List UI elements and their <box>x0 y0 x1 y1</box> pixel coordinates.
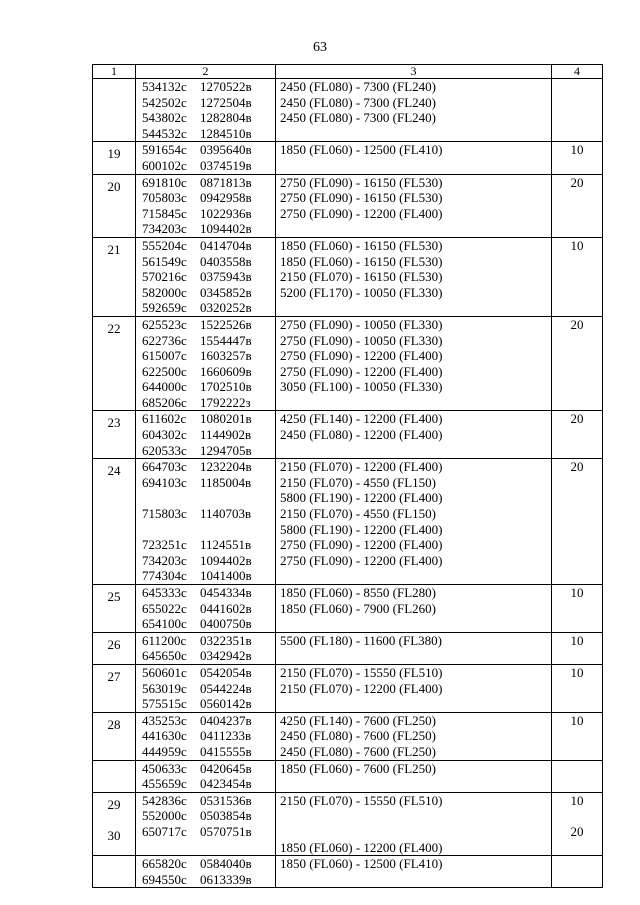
level-line: 2750 (FL090) - 12200 (FL400) <box>280 205 443 221</box>
level-line: 2150 (FL070) - 4550 (FL150) <box>280 474 436 490</box>
coordinate-line <box>142 761 275 777</box>
latitude: 555204c <box>142 237 187 253</box>
longitude: 1270522в <box>200 79 252 94</box>
latitude: 715845c <box>142 205 187 221</box>
longitude: 0441602в <box>200 600 252 616</box>
level-line: 1850 (FL060) - 7900 (FL260) <box>280 600 436 616</box>
coordinates-cell <box>136 237 276 316</box>
level-line: 5800 (FL190) - 12200 (FL400) <box>280 490 443 506</box>
levels-cell <box>276 664 552 712</box>
level-line <box>280 808 551 824</box>
coordinate-line <box>142 793 275 809</box>
longitude: 0544224в <box>200 680 252 696</box>
longitude: 0560142в <box>200 696 252 712</box>
latitude: 664703c <box>142 459 187 475</box>
row-number: 29 30 <box>93 792 136 855</box>
coordinate-line <box>142 856 275 872</box>
longitude: 0570751в <box>200 823 252 839</box>
level-line: 2150 (FL070) - 16150 (FL530) <box>280 269 443 285</box>
width-value <box>552 856 603 888</box>
row-number: 19 <box>93 142 136 174</box>
longitude: 0403558в <box>200 253 252 269</box>
table-row <box>93 585 603 633</box>
longitude: 1294705в <box>200 442 252 458</box>
longitude: 1702510в <box>200 379 252 395</box>
width-value: 20 <box>552 459 603 585</box>
coordinates-cell <box>136 142 276 174</box>
latitude: 444959c <box>142 743 187 759</box>
latitude: 542836c <box>142 792 187 808</box>
coordinates-cell <box>136 316 276 411</box>
latitude: 644000c <box>142 379 187 395</box>
width-value: 10 <box>552 712 603 760</box>
coordinate-line <box>142 633 275 649</box>
latitude: 561549c <box>142 253 187 269</box>
latitude: 774304c <box>142 568 187 584</box>
coordinate-line <box>142 506 275 522</box>
latitude: 604302c <box>142 427 187 443</box>
latitude: 552000c <box>142 808 187 824</box>
level-line: 2150 (FL070) - 15550 (FL510) <box>280 664 443 680</box>
level-line: 2450 (FL080) - 7300 (FL240) <box>280 110 436 126</box>
coordinates-cell <box>136 664 276 712</box>
latitude: 685206c <box>142 394 187 410</box>
coordinate-line <box>142 175 275 191</box>
levels-cell <box>276 79 552 142</box>
row-number: 27 <box>93 664 136 712</box>
longitude: 0320252в <box>200 300 252 316</box>
latitude: 734203c <box>142 221 187 237</box>
coordinates-cell <box>136 459 276 585</box>
levels-cell <box>276 316 552 411</box>
coordinates-cell <box>136 174 276 237</box>
table-row <box>93 316 603 411</box>
width-value: 10 <box>552 142 603 174</box>
longitude: 1554447в <box>200 332 252 348</box>
latitude: 650717c <box>142 823 187 839</box>
coordinate-line <box>142 824 275 840</box>
coordinate-line <box>142 190 275 206</box>
width-value: 10 <box>552 664 603 712</box>
row-number: 26 <box>93 632 136 664</box>
latitude: 542502c <box>142 94 187 110</box>
coordinate-line <box>142 522 275 538</box>
coordinate-line <box>142 872 275 888</box>
level-line: 1850 (FL060) - 12500 (FL410) <box>280 142 443 158</box>
coordinate-line <box>142 348 275 364</box>
width-value <box>552 79 603 142</box>
table-row <box>93 856 603 888</box>
longitude: 0375943в <box>200 269 252 285</box>
row-number: 20 <box>93 174 136 237</box>
coordinate-line <box>142 475 275 491</box>
coordinate-line <box>142 333 275 349</box>
row-number: 22 <box>93 316 136 411</box>
levels-cell <box>276 760 552 792</box>
latitude: 705803c <box>142 190 187 206</box>
latitude: 645333c <box>142 585 187 600</box>
width-value <box>552 760 603 792</box>
coordinate-line <box>142 285 275 301</box>
coordinate-line <box>142 300 275 316</box>
row-number: 23 <box>93 411 136 459</box>
latitude: 575515c <box>142 696 187 712</box>
width-value: 10 <box>552 237 603 316</box>
longitude: 0414704в <box>200 237 252 253</box>
latitude: 645650c <box>142 648 187 664</box>
table-row <box>93 792 603 855</box>
longitude: 1080201в <box>200 411 252 427</box>
table-row <box>93 237 603 316</box>
coordinates-cell <box>136 632 276 664</box>
latitude: 691810c <box>142 174 187 190</box>
levels-cell <box>276 142 552 174</box>
level-line: 2450 (FL080) - 7300 (FL240) <box>280 79 436 94</box>
longitude: 0503854в <box>200 808 252 824</box>
header-col-3: 3 <box>276 65 552 79</box>
coordinate-line <box>142 221 275 237</box>
coordinates-cell <box>136 712 276 760</box>
row-number <box>93 856 136 888</box>
coordinate-line <box>142 364 275 380</box>
level-line: 2150 (FL070) - 12200 (FL400) <box>280 680 443 696</box>
level-line: 2750 (FL090) - 16150 (FL530) <box>280 190 443 206</box>
coordinates-cell <box>136 79 276 142</box>
level-line: 3050 (FL100) - 10050 (FL330) <box>280 379 443 395</box>
level-line: 2750 (FL090) - 12200 (FL400) <box>280 363 443 379</box>
coordinate-line <box>142 808 275 824</box>
latitude: 591654c <box>142 142 187 158</box>
header-col-2: 2 <box>136 65 276 79</box>
row-number: 25 <box>93 585 136 633</box>
level-line: 2750 (FL090) - 12200 (FL400) <box>280 552 443 568</box>
latitude: 715803c <box>142 506 187 522</box>
levels-cell <box>276 632 552 664</box>
coordinate-line <box>142 238 275 254</box>
coordinate-line <box>142 776 275 792</box>
coordinate-line <box>142 126 275 142</box>
longitude: 1522526в <box>200 316 252 332</box>
width-value: 20 <box>552 411 603 459</box>
coordinate-line <box>142 395 275 411</box>
coordinate-line <box>142 601 275 617</box>
level-line: 2150 (FL070) - 4550 (FL150) <box>280 506 436 522</box>
level-line: 4250 (FL140) - 12200 (FL400) <box>280 411 443 427</box>
level-line: 4250 (FL140) - 7600 (FL250) <box>280 712 436 728</box>
latitude: 450633c <box>142 760 187 776</box>
level-line: 2450 (FL080) - 7600 (FL250) <box>280 728 436 744</box>
longitude: 1094402в <box>200 552 252 568</box>
latitude: 543802c <box>142 110 187 126</box>
level-line <box>280 824 551 840</box>
row-number <box>93 760 136 792</box>
level-line: 1850 (FL060) - 16150 (FL530) <box>280 237 443 253</box>
latitude: 620533c <box>142 442 187 458</box>
level-line: 2750 (FL090) - 10050 (FL330) <box>280 316 443 332</box>
level-line: 5200 (FL170) - 10050 (FL330) <box>280 284 443 300</box>
header-row <box>93 65 603 79</box>
coordinate-line <box>142 254 275 270</box>
longitude: 0531536в <box>200 792 252 808</box>
coordinate-line <box>142 648 275 664</box>
airspace-table <box>92 64 603 888</box>
table-row <box>93 712 603 760</box>
longitude: 0613339в <box>200 871 252 887</box>
coordinate-line <box>142 490 275 506</box>
coordinate-line <box>142 79 275 95</box>
width-value: 10 <box>552 585 603 633</box>
level-line: 1850 (FL060) - 7600 (FL250) <box>280 760 436 776</box>
longitude: 1041400в <box>200 568 252 584</box>
coordinate-line <box>142 443 275 459</box>
coordinate-line <box>142 317 275 333</box>
levels-cell <box>276 459 552 585</box>
level-line: 2150 (FL070) - 12200 (FL400) <box>280 459 443 475</box>
coordinate-line <box>142 411 275 427</box>
longitude: 1282804в <box>200 110 252 126</box>
row-number: 21 <box>93 237 136 316</box>
longitude: 1272504в <box>200 94 252 110</box>
latitude: 723251c <box>142 537 187 553</box>
latitude: 563019c <box>142 680 187 696</box>
level-line: 2450 (FL080) - 7600 (FL250) <box>280 743 436 759</box>
longitude: 1094402в <box>200 221 252 237</box>
longitude: 1792222з <box>200 394 251 410</box>
coordinate-line <box>142 158 275 174</box>
coordinate-line <box>142 427 275 443</box>
longitude: 0404237в <box>200 712 252 728</box>
row-number: 28 <box>93 712 136 760</box>
level-line: 1850 (FL060) - 12200 (FL400) <box>280 839 443 855</box>
coordinate-line <box>142 744 275 760</box>
table-row <box>93 79 603 142</box>
levels-cell <box>276 411 552 459</box>
level-line: 2750 (FL090) - 12200 (FL400) <box>280 348 443 364</box>
level-line: 2750 (FL090) - 16150 (FL530) <box>280 174 443 190</box>
latitude: 622736c <box>142 332 187 348</box>
latitude: 622500c <box>142 363 187 379</box>
longitude: 1022936в <box>200 205 252 221</box>
levels-cell <box>276 712 552 760</box>
coordinate-line <box>142 110 275 126</box>
longitude: 1660609в <box>200 363 252 379</box>
coordinate-line <box>142 585 275 601</box>
width-value: 10 <box>552 632 603 664</box>
latitude: 544532c <box>142 125 187 141</box>
coordinates-cell <box>136 585 276 633</box>
longitude: 0871813в <box>200 174 252 190</box>
coordinates-cell <box>136 411 276 459</box>
longitude: 1144902в <box>200 427 252 443</box>
longitude: 0420645в <box>200 760 252 776</box>
width-value: 20 <box>552 174 603 237</box>
coordinate-line <box>142 665 275 681</box>
latitude: 654100c <box>142 616 187 632</box>
latitude: 611602c <box>142 411 187 427</box>
longitude: 0942958в <box>200 190 252 206</box>
table-row <box>93 760 603 792</box>
coordinates-cell <box>136 760 276 792</box>
page-number: 63 <box>313 40 327 55</box>
longitude: 0411233в <box>200 728 252 744</box>
coordinate-line <box>142 269 275 285</box>
coordinate-line <box>142 713 275 729</box>
levels-cell <box>276 237 552 316</box>
longitude: 0322351в <box>200 632 252 648</box>
level-line: 1850 (FL060) - 16150 (FL530) <box>280 253 443 269</box>
row-number <box>93 79 136 142</box>
latitude: 665820c <box>142 856 187 872</box>
level-line: 2150 (FL070) - 15550 (FL510) <box>280 792 443 808</box>
longitude: 0400750в <box>200 616 252 632</box>
longitude: 1124551в <box>200 537 252 553</box>
level-line: 2750 (FL090) - 10050 (FL330) <box>280 332 443 348</box>
width-value: 20 <box>552 316 603 411</box>
levels-cell <box>276 792 552 855</box>
longitude: 0454334в <box>200 585 252 600</box>
levels-cell <box>276 856 552 888</box>
table-row <box>93 632 603 664</box>
latitude: 582000c <box>142 284 187 300</box>
longitude: 0542054в <box>200 664 252 680</box>
header-col-1: 1 <box>93 65 136 79</box>
levels-cell <box>276 174 552 237</box>
latitude: 592659c <box>142 300 187 316</box>
longitude: 0423454в <box>200 776 252 792</box>
latitude: 600102c <box>142 157 187 173</box>
level-line: 1850 (FL060) - 8550 (FL280) <box>280 585 436 600</box>
table-row <box>93 459 603 585</box>
longitude: 0342942в <box>200 648 252 664</box>
level-line: 5500 (FL180) - 11600 (FL380) <box>280 632 443 648</box>
latitude: 455659c <box>142 776 187 792</box>
level-line: 2450 (FL080) - 7300 (FL240) <box>280 94 436 110</box>
longitude: 0345852в <box>200 284 252 300</box>
latitude: 615007c <box>142 348 187 364</box>
table-row <box>93 174 603 237</box>
coordinates-cell <box>136 792 276 855</box>
coordinate-line <box>142 95 275 111</box>
width-value: 10 20 <box>552 792 603 855</box>
coordinates-cell <box>136 856 276 888</box>
latitude: 734203c <box>142 552 187 568</box>
coordinate-line <box>142 142 275 158</box>
latitude: 694103c <box>142 474 187 490</box>
latitude: 441630c <box>142 728 187 744</box>
latitude: 570216c <box>142 269 187 285</box>
latitude: 655022c <box>142 600 187 616</box>
coordinate-line <box>142 553 275 569</box>
longitude: 0374519в <box>200 157 252 173</box>
longitude: 1185004в <box>200 474 252 490</box>
coordinate-line <box>142 537 275 553</box>
longitude: 0584040в <box>200 856 252 872</box>
level-line: 5800 (FL190) - 12200 (FL400) <box>280 521 443 537</box>
table-row <box>93 142 603 174</box>
longitude: 1232204в <box>200 459 252 475</box>
coordinate-line <box>142 379 275 395</box>
coordinate-line <box>142 459 275 475</box>
level-line: 2750 (FL090) - 12200 (FL400) <box>280 537 443 553</box>
longitude: 1284510в <box>200 125 252 141</box>
longitude: 1140703в <box>200 506 252 522</box>
longitude: 1603257в <box>200 348 252 364</box>
table-row <box>93 411 603 459</box>
longitude: 0395640в <box>200 142 252 158</box>
coordinate-line <box>142 681 275 697</box>
levels-cell <box>276 585 552 633</box>
table-row <box>93 664 603 712</box>
coordinate-line <box>142 696 275 712</box>
coordinate-line <box>142 206 275 222</box>
latitude: 435253c <box>142 712 187 728</box>
latitude: 534132c <box>142 79 187 94</box>
coordinate-line <box>142 568 275 584</box>
latitude: 560601c <box>142 664 187 680</box>
level-line: 2450 (FL080) - 12200 (FL400) <box>280 427 443 443</box>
header-col-4: 4 <box>552 65 603 79</box>
latitude: 625523c <box>142 316 187 332</box>
longitude: 0415555в <box>200 743 252 759</box>
row-number: 24 <box>93 459 136 585</box>
coordinate-line <box>142 728 275 744</box>
latitude: 694550c <box>142 871 187 887</box>
coordinate-line <box>142 616 275 632</box>
latitude: 611200c <box>142 632 187 648</box>
level-line: 1850 (FL060) - 12500 (FL410) <box>280 856 443 872</box>
